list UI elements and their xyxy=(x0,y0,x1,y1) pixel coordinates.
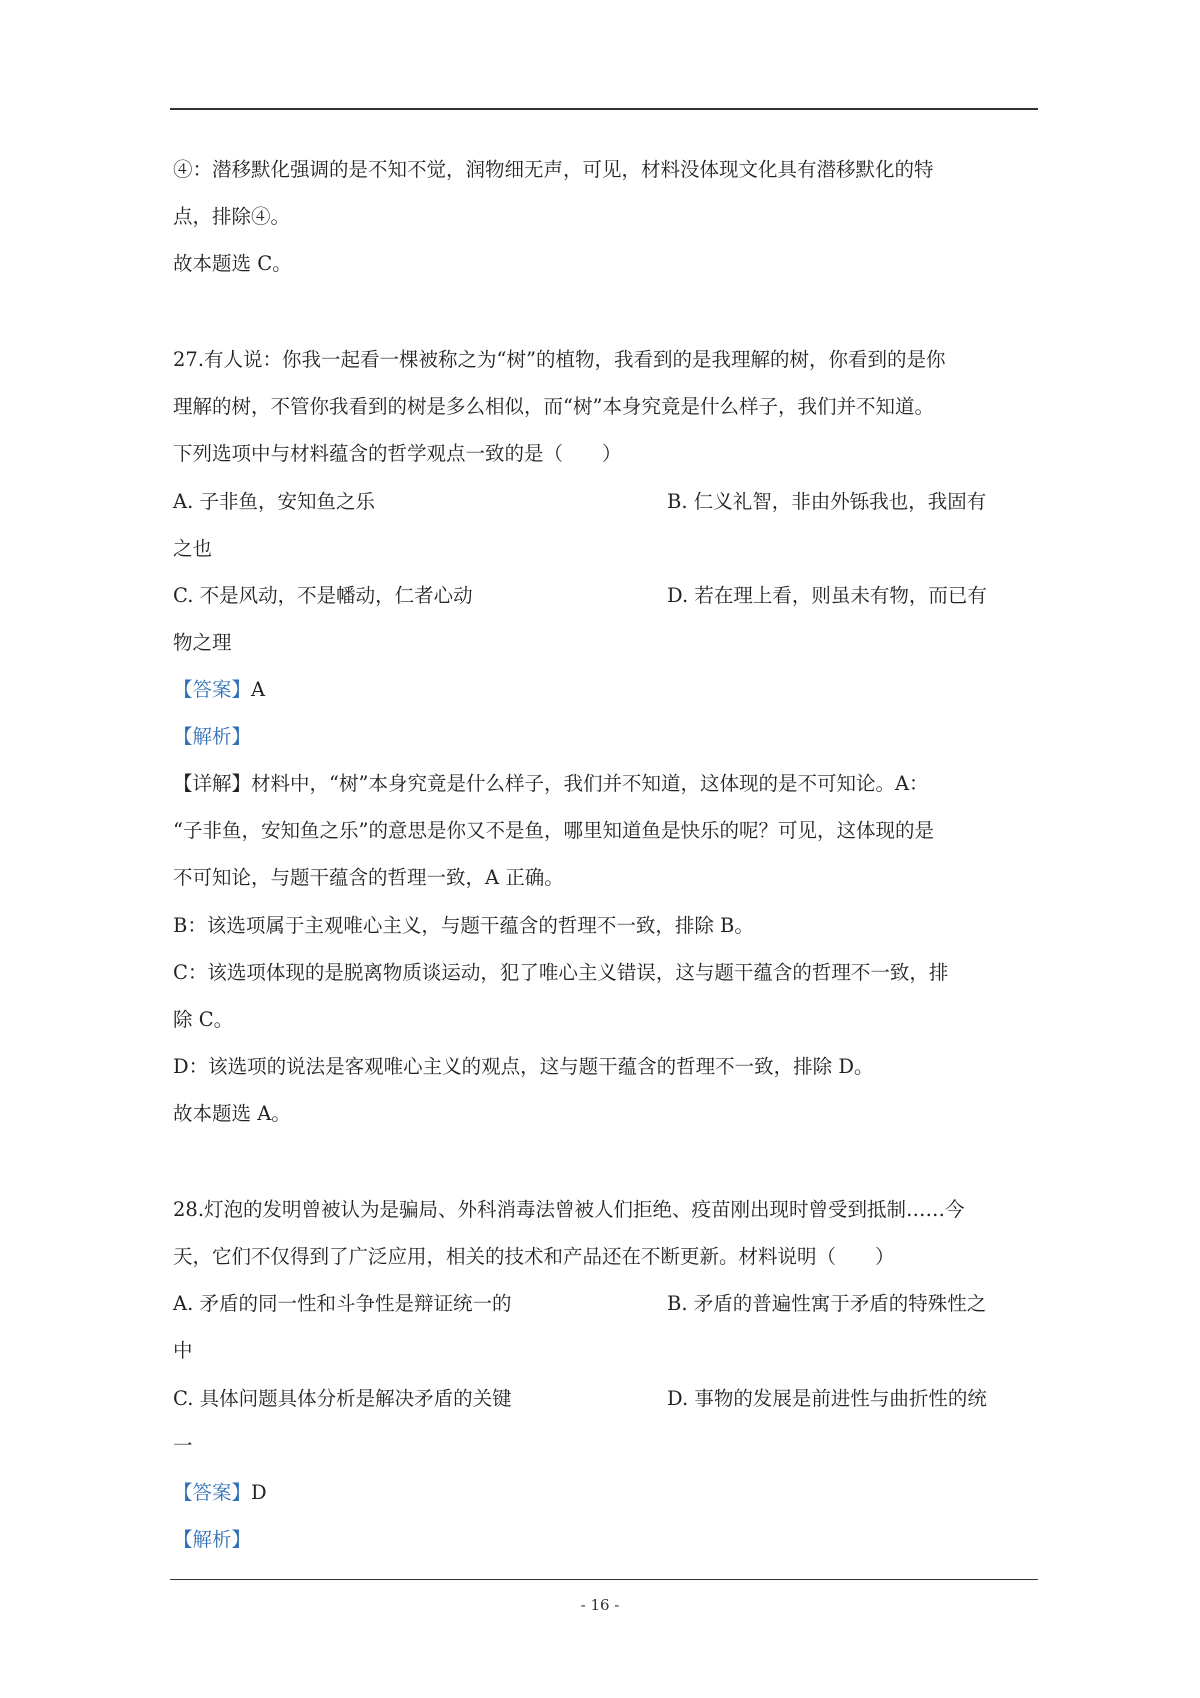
q27-analysis-label: 【解析】 xyxy=(173,725,252,748)
q28-option-c: C. 具体问题具体分析是解决矛盾的关键 xyxy=(173,1387,512,1410)
q28-option-a: A. 矛盾的同一性和斗争性是辩证统一的 xyxy=(173,1292,512,1315)
answer-label: 【答案】 xyxy=(173,678,252,701)
q27-detail-line: D：该选项的说法是客观唯心主义的观点，这与题干蕴含的哲理不一致，排除 D。 xyxy=(173,1055,874,1078)
page-number: - 16 - xyxy=(580,1596,620,1614)
q27-detail-line: 【详解】材料中，“树”本身究竟是什么样子，我们并不知道，这体现的是不可知论。A： xyxy=(173,772,929,795)
q27-conclusion: 故本题选 A。 xyxy=(173,1102,291,1125)
header-rule xyxy=(170,108,1038,110)
q27-detail-line: “子非鱼，安知鱼之乐”的意思是你又不是鱼，哪里知道鱼是快乐的呢？可见，这体现的是 xyxy=(173,819,934,842)
q28-option-d: D. 事物的发展是前进性与曲折性的统 xyxy=(667,1387,987,1410)
q27-detail-line: 不可知论，与题干蕴含的哲理一致，A 正确。 xyxy=(173,866,564,889)
q28-option-d-continued: 一 xyxy=(173,1434,193,1457)
q27-detail-line: 除 C。 xyxy=(173,1008,234,1031)
footer-rule xyxy=(170,1579,1038,1580)
answer-label: 【答案】 xyxy=(173,1481,252,1504)
prev-conclusion: 故本题选 C。 xyxy=(173,252,292,275)
q27-stem-line: 27.有人说：你我一起看一棵被称之为“树”的植物，我看到的是我理解的树，你看到的是你 xyxy=(173,348,946,371)
q28-option-b: B. 矛盾的普遍性寓于矛盾的特殊性之 xyxy=(667,1292,987,1315)
q27-detail-line: B：该选项属于主观唯心主义，与题干蕴含的哲理不一致，排除 B。 xyxy=(173,914,754,937)
q27-stem-line: 下列选项中与材料蕴含的哲学观点一致的是（ ） xyxy=(173,442,622,465)
q28-answer xyxy=(173,1479,1043,1507)
q27-stem-line: 理解的树，不管你我看到的树是多么相似，而“树”本身究竟是什么样子，我们并不知道。 xyxy=(173,395,934,418)
q27-answer xyxy=(173,676,1043,704)
prev-analysis-line: 点，排除④。 xyxy=(173,205,291,228)
q27-option-d: D. 若在理上看，则虽未有物，而已有 xyxy=(667,584,987,607)
q27-option-b: B. 仁义礼智，非由外铄我也，我固有 xyxy=(667,490,987,513)
answer-value: A xyxy=(251,678,266,701)
q27-option-d-continued: 物之理 xyxy=(173,631,232,654)
q28-stem-line: 天，它们不仅得到了广泛应用，相关的技术和产品还在不断更新。材料说明（ ） xyxy=(173,1245,895,1268)
answer-value: D xyxy=(251,1481,267,1504)
q28-option-b-continued: 中 xyxy=(173,1339,193,1362)
q28-stem-line: 28.灯泡的发明曾被认为是骗局、外科消毒法曾被人们拒绝、疫苗刚出现时曾受到抵制……今 xyxy=(173,1198,965,1221)
q27-option-c: C. 不是风动，不是幡动，仁者心动 xyxy=(173,584,473,607)
prev-analysis-line: ④：潜移默化强调的是不知不觉，润物细无声，可见，材料没体现文化具有潜移默化的特 xyxy=(173,158,934,181)
q27-detail-line: C：该选项体现的是脱离物质谈运动，犯了唯心主义错误，这与题干蕴含的哲理不一致，排 xyxy=(173,961,949,984)
q28-analysis-label: 【解析】 xyxy=(173,1528,252,1551)
q27-option-a: A. 子非鱼，安知鱼之乐 xyxy=(173,490,375,513)
q27-option-b-continued: 之也 xyxy=(173,537,213,560)
